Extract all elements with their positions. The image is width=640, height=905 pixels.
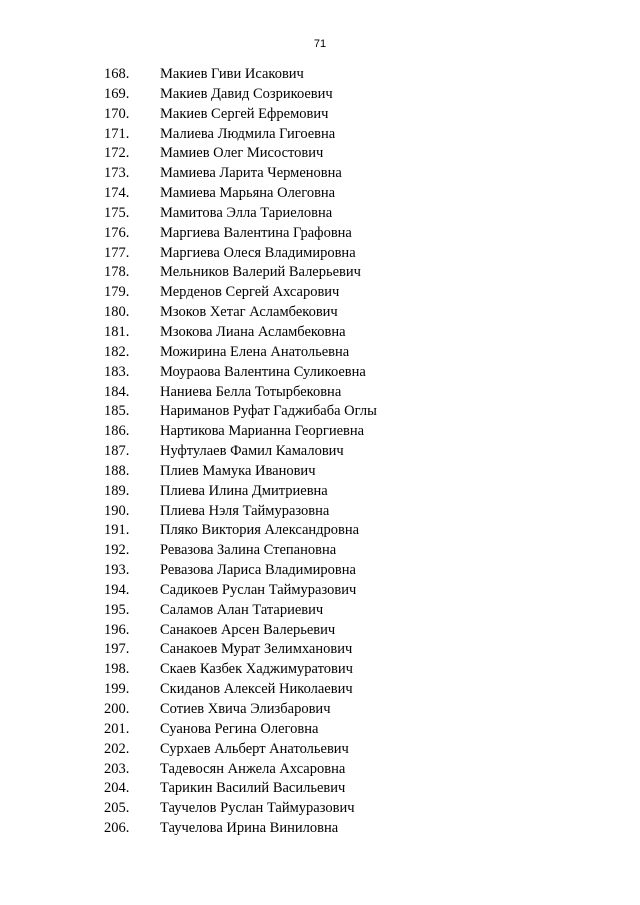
list-item-name: Тарикин Василий Васильевич bbox=[160, 780, 346, 797]
list-item-name: Нуфтулаев Фамил Камалович bbox=[160, 443, 344, 460]
list-item bbox=[0, 441, 640, 461]
list-item bbox=[0, 163, 640, 183]
list-item-number: 184. bbox=[104, 383, 130, 400]
list-item-number: 172. bbox=[104, 145, 130, 162]
list-item-name: Санакоев Арсен Валерьевич bbox=[160, 621, 336, 638]
list-item-number: 173. bbox=[104, 165, 130, 182]
list-item bbox=[0, 639, 640, 659]
list-item-name: Можирина Елена Анатольевна bbox=[160, 343, 350, 360]
list-item bbox=[0, 282, 640, 302]
list-item bbox=[0, 342, 640, 362]
list-item-number: 205. bbox=[104, 800, 130, 817]
list-item-number: 202. bbox=[104, 740, 130, 757]
list-item-name: Малиева Людмила Гигоевна bbox=[160, 125, 336, 142]
page-number: 71 bbox=[313, 38, 327, 50]
list-item bbox=[0, 104, 640, 124]
list-item bbox=[0, 719, 640, 739]
list-item-number: 170. bbox=[104, 105, 130, 122]
list-item-number: 183. bbox=[104, 363, 130, 380]
list-item bbox=[0, 84, 640, 104]
list-item-name: Садикоев Руслан Таймуразович bbox=[160, 581, 357, 598]
list-item-number: 182. bbox=[104, 343, 130, 360]
list-item-number: 186. bbox=[104, 423, 130, 440]
list-item bbox=[0, 540, 640, 560]
list-item-number: 179. bbox=[104, 284, 130, 301]
list-item-number: 189. bbox=[104, 482, 130, 499]
list-item-name: Саламов Алан Татариевич bbox=[160, 601, 324, 618]
list-item-number: 188. bbox=[104, 462, 130, 479]
list-item bbox=[0, 600, 640, 620]
list-item-number: 180. bbox=[104, 304, 130, 321]
list-item-number: 201. bbox=[104, 720, 130, 737]
list-item-number: 197. bbox=[104, 641, 130, 658]
list-item-number: 178. bbox=[104, 264, 130, 281]
list-item-name: Мерденов Сергей Ахсарович bbox=[160, 284, 340, 301]
list-item-name: Маргиева Валентина Графовна bbox=[160, 224, 352, 241]
list-item bbox=[0, 143, 640, 163]
list-item bbox=[0, 798, 640, 818]
list-item bbox=[0, 759, 640, 779]
list-item-name: Таучелов Руслан Таймуразович bbox=[160, 800, 355, 817]
list-item-number: 198. bbox=[104, 661, 130, 678]
list-item-number: 171. bbox=[104, 125, 130, 142]
list-item-number: 194. bbox=[104, 581, 130, 598]
list-item-number: 192. bbox=[104, 542, 130, 559]
list-item-name: Мзокова Лиана Асламбековна bbox=[160, 323, 346, 340]
list-item-name: Макиев Гиви Исакович bbox=[160, 66, 304, 82]
list-item-number: 206. bbox=[104, 820, 130, 837]
list-item bbox=[0, 421, 640, 441]
list-item-name: Мзоков Хетаг Асламбекович bbox=[160, 304, 338, 321]
list-item bbox=[0, 501, 640, 521]
list-item bbox=[0, 520, 640, 540]
list-item-name: Санакоев Мурат Зелимханович bbox=[160, 641, 353, 658]
name-list bbox=[0, 64, 640, 838]
list-item bbox=[0, 778, 640, 798]
list-item bbox=[0, 560, 640, 580]
list-item-name: Ревазова Залина Степановна bbox=[160, 542, 337, 559]
list-item bbox=[0, 620, 640, 640]
list-item bbox=[0, 64, 640, 84]
list-item-number: 181. bbox=[104, 323, 130, 340]
list-item bbox=[0, 580, 640, 600]
list-item bbox=[0, 401, 640, 421]
list-item-number: 193. bbox=[104, 562, 130, 579]
list-item bbox=[0, 739, 640, 759]
list-item-name: Наниева Белла Тотырбековна bbox=[160, 383, 342, 400]
list-item bbox=[0, 659, 640, 679]
list-item-name: Мамитова Элла Тариеловна bbox=[160, 204, 333, 221]
list-item bbox=[0, 302, 640, 322]
list-item-name: Мамиева Марьяна Олеговна bbox=[160, 185, 336, 202]
list-item-name: Нартикова Марианна Георгиевна bbox=[160, 423, 365, 440]
list-item bbox=[0, 699, 640, 719]
list-item-name: Сотиев Хвича Элизбарович bbox=[160, 701, 331, 717]
list-item-name: Нариманов Руфат Гаджибаба Оглы bbox=[160, 403, 377, 420]
list-item-name: Пляко Виктория Александровна bbox=[160, 522, 360, 539]
list-item-number: 176. bbox=[104, 224, 130, 241]
list-item-number: 199. bbox=[104, 681, 130, 698]
list-item bbox=[0, 322, 640, 342]
list-item-number: 195. bbox=[104, 601, 130, 618]
list-item-name: Плиев Мамука Иванович bbox=[160, 462, 316, 479]
list-item-number: 204. bbox=[104, 780, 130, 797]
list-item bbox=[0, 461, 640, 481]
list-item-name: Таучелова Ирина Виниловна bbox=[160, 820, 339, 837]
list-item-number: 187. bbox=[104, 443, 130, 460]
list-item-name: Скаев Казбек Хаджимуратович bbox=[160, 661, 353, 678]
list-item-name: Мамиева Ларита Черменовна bbox=[160, 165, 342, 182]
list-item bbox=[0, 262, 640, 282]
list-item bbox=[0, 382, 640, 402]
list-item bbox=[0, 183, 640, 203]
list-item bbox=[0, 243, 640, 263]
list-item-name: Скиданов Алексей Николаевич bbox=[160, 681, 353, 698]
list-item-number: 168. bbox=[104, 66, 130, 82]
list-item bbox=[0, 124, 640, 144]
list-item-number: 203. bbox=[104, 760, 130, 777]
list-item bbox=[0, 818, 640, 838]
list-item bbox=[0, 481, 640, 501]
list-item-name: Суанова Регина Олеговна bbox=[160, 720, 319, 737]
list-item bbox=[0, 679, 640, 699]
list-item-number: 185. bbox=[104, 403, 130, 420]
list-item-number: 200. bbox=[104, 701, 130, 717]
list-item-number: 169. bbox=[104, 85, 130, 102]
list-item-number: 177. bbox=[104, 244, 130, 261]
list-item-name: Маргиева Олеся Владимировна bbox=[160, 244, 356, 261]
list-item-name: Плиева Нэля Таймуразовна bbox=[160, 502, 330, 519]
list-item-name: Ревазова Лариса Владимировна bbox=[160, 562, 356, 579]
list-item-number: 196. bbox=[104, 621, 130, 638]
list-item-name: Мельников Валерий Валерьевич bbox=[160, 264, 361, 281]
list-item bbox=[0, 203, 640, 223]
list-item-name: Тадевосян Анжела Ахсаровна bbox=[160, 760, 346, 777]
list-item-number: 190. bbox=[104, 502, 130, 519]
list-item bbox=[0, 362, 640, 382]
list-item-name: Сурхаев Альберт Анатольевич bbox=[160, 740, 349, 757]
list-item-name: Макиев Давид Созрикоевич bbox=[160, 85, 333, 102]
list-item-number: 175. bbox=[104, 204, 130, 221]
list-item-name: Макиев Сергей Ефремович bbox=[160, 105, 329, 122]
list-item bbox=[0, 223, 640, 243]
list-item-name: Мамиев Олег Мисостович bbox=[160, 145, 324, 162]
list-item-number: 174. bbox=[104, 185, 130, 202]
list-item-number: 191. bbox=[104, 522, 130, 539]
list-item-name: Моураова Валентина Суликоевна bbox=[160, 363, 366, 380]
list-item-name: Плиева Илина Дмитриевна bbox=[160, 482, 328, 499]
